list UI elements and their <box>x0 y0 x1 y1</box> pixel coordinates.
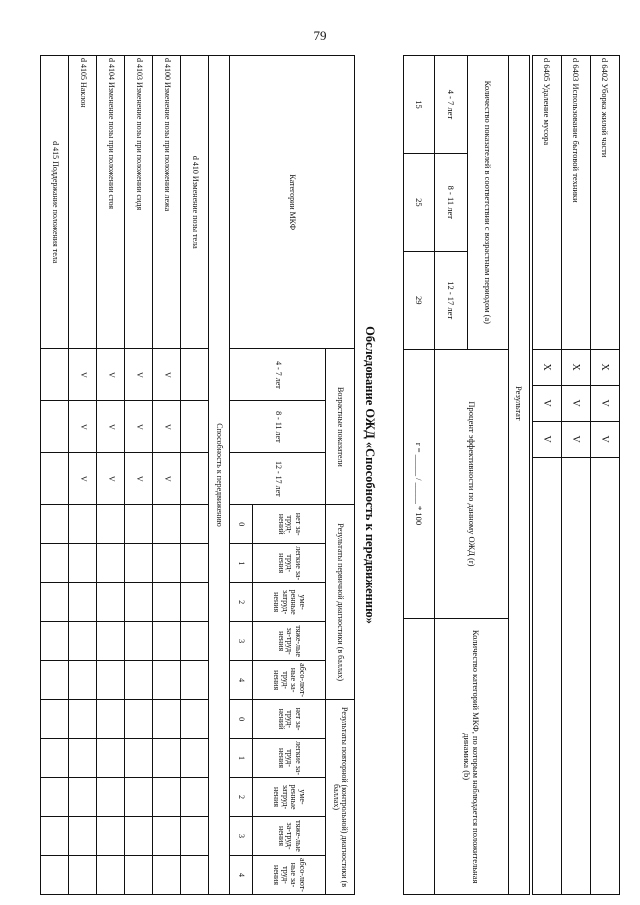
age-value-4-7: 15 <box>404 56 435 154</box>
repeat-scale-number: 1 <box>230 739 253 778</box>
score-cell[interactable] <box>181 778 209 817</box>
assessment-table <box>40 55 355 895</box>
table-row <box>181 56 209 895</box>
primary-scale-label: абсо-лют-ные за-труд-нения <box>253 661 326 700</box>
score-cell[interactable] <box>125 778 153 817</box>
table-row <box>97 56 125 895</box>
age-applicability-mark: V <box>125 453 153 505</box>
age-applicability-mark: V <box>125 401 153 453</box>
score-cell[interactable] <box>153 739 181 778</box>
age-applicability-mark <box>181 453 209 505</box>
results-title: Результат <box>509 56 530 895</box>
score-cell[interactable] <box>153 661 181 700</box>
score-cell[interactable] <box>97 622 125 661</box>
score-cell[interactable] <box>41 855 69 894</box>
score-cell[interactable] <box>153 700 181 739</box>
score-cell[interactable] <box>41 544 69 583</box>
primary-scale-number: 2 <box>230 583 253 622</box>
age-label-12-17: 12 - 17 лет <box>435 251 468 349</box>
score-cell[interactable] <box>69 544 97 583</box>
score-cell[interactable] <box>181 817 209 856</box>
score-cell[interactable] <box>125 505 153 544</box>
top-row-mark: V <box>591 385 620 421</box>
age-applicability-mark: V <box>69 349 97 401</box>
primary-scale-number: 0 <box>230 505 253 544</box>
score-cell[interactable] <box>181 700 209 739</box>
score-cell[interactable] <box>41 661 69 700</box>
primary-scale-label: легкие за-труд-нения <box>253 544 326 583</box>
age-applicability-mark <box>41 453 69 505</box>
score-cell[interactable] <box>97 505 125 544</box>
top-row-empty-cell <box>562 457 591 894</box>
score-cell[interactable] <box>97 700 125 739</box>
age-applicability-mark: V <box>153 453 181 505</box>
age-applicability-mark: V <box>97 401 125 453</box>
score-cell[interactable] <box>125 622 153 661</box>
category-header: Категории МКФ <box>230 56 355 349</box>
score-cell[interactable] <box>125 700 153 739</box>
age-applicability-mark: V <box>125 349 153 401</box>
top-row-mark: X <box>562 349 591 385</box>
repeat-scale-label: тяже-лые за-труд-нения <box>253 817 326 856</box>
top-row-mark: V <box>533 385 562 421</box>
score-cell[interactable] <box>125 583 153 622</box>
score-cell[interactable] <box>181 583 209 622</box>
score-cell[interactable] <box>41 778 69 817</box>
age-applicability-mark: V <box>153 401 181 453</box>
primary-scale-label: тяже-лые за-труд-нения <box>253 622 326 661</box>
top-row-category: d 6402 Уборка жилой части <box>591 56 620 350</box>
score-cell[interactable] <box>97 817 125 856</box>
score-cell[interactable] <box>69 700 97 739</box>
table-row <box>69 56 97 895</box>
age-group-header: Возрастные показатели <box>326 349 355 505</box>
age-applicability-mark: V <box>153 349 181 401</box>
top-row-empty-cell <box>533 457 562 894</box>
score-cell[interactable] <box>153 544 181 583</box>
score-cell[interactable] <box>181 855 209 894</box>
top-row-mark: V <box>533 421 562 457</box>
score-cell[interactable] <box>97 739 125 778</box>
repeat-scale-label: легкие за-труд-нения <box>253 739 326 778</box>
table-row <box>125 56 153 895</box>
age-applicability-mark: V <box>97 453 125 505</box>
top-row-mark: X <box>591 349 620 385</box>
repeat-scale-number: 3 <box>230 817 253 856</box>
mkf-count-header: Количество категорий МКФ, по которым наблюдается положительная динамика (b) <box>435 619 509 895</box>
top-continuation-table <box>532 55 620 895</box>
mkf-count-value <box>404 619 435 895</box>
primary-scale-label: нет за-труд-нений <box>253 505 326 544</box>
age-value-8-11: 25 <box>404 153 435 251</box>
primary-diagnostics-header: Результаты первичной диагностики (в баллах) <box>326 505 355 700</box>
score-cell[interactable] <box>181 622 209 661</box>
score-cell[interactable] <box>153 778 181 817</box>
score-cell[interactable] <box>41 505 69 544</box>
score-cell[interactable] <box>69 622 97 661</box>
top-row-mark: V <box>591 421 620 457</box>
score-cell[interactable] <box>41 700 69 739</box>
top-row-category: d 6405 Удаление мусора <box>533 56 562 350</box>
score-cell[interactable] <box>69 739 97 778</box>
score-cell[interactable] <box>153 583 181 622</box>
score-cell[interactable] <box>153 505 181 544</box>
score-cell[interactable] <box>97 778 125 817</box>
main-age-12-17: 12 - 17 лет <box>230 453 326 505</box>
primary-scale-label: уме-ренные затруд-нения <box>253 583 326 622</box>
score-cell[interactable] <box>125 661 153 700</box>
table-row <box>41 56 69 895</box>
top-row-category: d 6403 Использование бытовой техники <box>562 56 591 350</box>
repeat-scale-number: 2 <box>230 778 253 817</box>
score-cell[interactable] <box>153 622 181 661</box>
score-cell[interactable] <box>69 817 97 856</box>
repeat-scale-label: нет за-труд-нений <box>253 700 326 739</box>
rotated-sheet <box>50 55 620 895</box>
score-cell[interactable] <box>69 583 97 622</box>
category-name: d 4105 Наклон <box>69 56 97 349</box>
score-cell[interactable] <box>181 661 209 700</box>
age-applicability-mark <box>41 401 69 453</box>
score-cell[interactable] <box>125 544 153 583</box>
repeat-scale-number: 0 <box>230 700 253 739</box>
percent-formula: r = _____ / _____ * 100 <box>404 349 435 619</box>
score-cell[interactable] <box>41 622 69 661</box>
table-row <box>153 56 181 895</box>
top-row-mark: X <box>533 349 562 385</box>
top-table-row <box>591 56 620 895</box>
age-label-8-11: 8 - 11 лет <box>435 153 468 251</box>
score-cell[interactable] <box>181 739 209 778</box>
count-header: Количество показателей в соответствии с возрастным периодом (a) <box>468 56 509 350</box>
score-cell[interactable] <box>69 778 97 817</box>
score-cell[interactable] <box>125 855 153 894</box>
main-age-8-11: 8 - 11 лет <box>230 401 326 453</box>
top-row-mark: V <box>562 385 591 421</box>
repeat-scale-number: 4 <box>230 855 253 894</box>
category-group-heading: d 410 Изменение позы тела <box>181 56 209 349</box>
score-cell[interactable] <box>41 817 69 856</box>
score-cell[interactable] <box>153 817 181 856</box>
age-applicability-mark <box>41 349 69 401</box>
age-applicability-mark <box>181 401 209 453</box>
primary-scale-number: 3 <box>230 622 253 661</box>
age-label-4-7: 4 - 7 лет <box>435 56 468 154</box>
results-table <box>403 55 530 895</box>
category-name: d 4104 Изменение позы при положении стоя <box>97 56 125 349</box>
repeat-scale-label: абсо-лют-ные за-труд-нения <box>253 855 326 894</box>
score-cell[interactable] <box>97 544 125 583</box>
score-cell[interactable] <box>41 739 69 778</box>
score-cell[interactable] <box>181 544 209 583</box>
score-cell[interactable] <box>153 855 181 894</box>
age-value-12-17: 29 <box>404 251 435 349</box>
repeat-diagnostics-header: Результаты повторной (контрольной) диагностики (в баллах) <box>326 700 355 895</box>
score-cell[interactable] <box>97 661 125 700</box>
span-row-mobility: Способность к передвижению <box>209 56 230 895</box>
score-cell[interactable] <box>125 739 153 778</box>
primary-scale-number: 1 <box>230 544 253 583</box>
percent-header: Процент эффективности по данному ОЖД (r) <box>435 349 509 619</box>
score-cell[interactable] <box>125 817 153 856</box>
age-applicability-mark: V <box>97 349 125 401</box>
score-cell[interactable] <box>181 505 209 544</box>
age-applicability-mark <box>181 349 209 401</box>
top-table-row <box>533 56 562 895</box>
top-row-mark: V <box>562 421 591 457</box>
repeat-scale-label: уме-ренные затруд-нения <box>253 778 326 817</box>
page-number: 79 <box>313 28 327 43</box>
score-cell[interactable] <box>97 855 125 894</box>
score-cell[interactable] <box>97 583 125 622</box>
score-cell[interactable] <box>69 855 97 894</box>
score-cell[interactable] <box>69 661 97 700</box>
top-table-row <box>562 56 591 895</box>
category-name: d 4103 Изменение позы при положении сидя <box>125 56 153 349</box>
top-row-empty-cell <box>591 457 620 894</box>
age-applicability-mark: V <box>69 453 97 505</box>
section-title: Обследование ОЖД «Способность к передвижению» <box>363 326 377 624</box>
category-group-heading: d 415 Поддержание положения тела <box>41 56 69 349</box>
score-cell[interactable] <box>69 505 97 544</box>
age-applicability-mark: V <box>69 401 97 453</box>
main-age-4-7: 4 - 7 лет <box>230 349 326 401</box>
category-name: d 4100 Изменение позы при положении лежа <box>153 56 181 349</box>
score-cell[interactable] <box>41 583 69 622</box>
primary-scale-number: 4 <box>230 661 253 700</box>
